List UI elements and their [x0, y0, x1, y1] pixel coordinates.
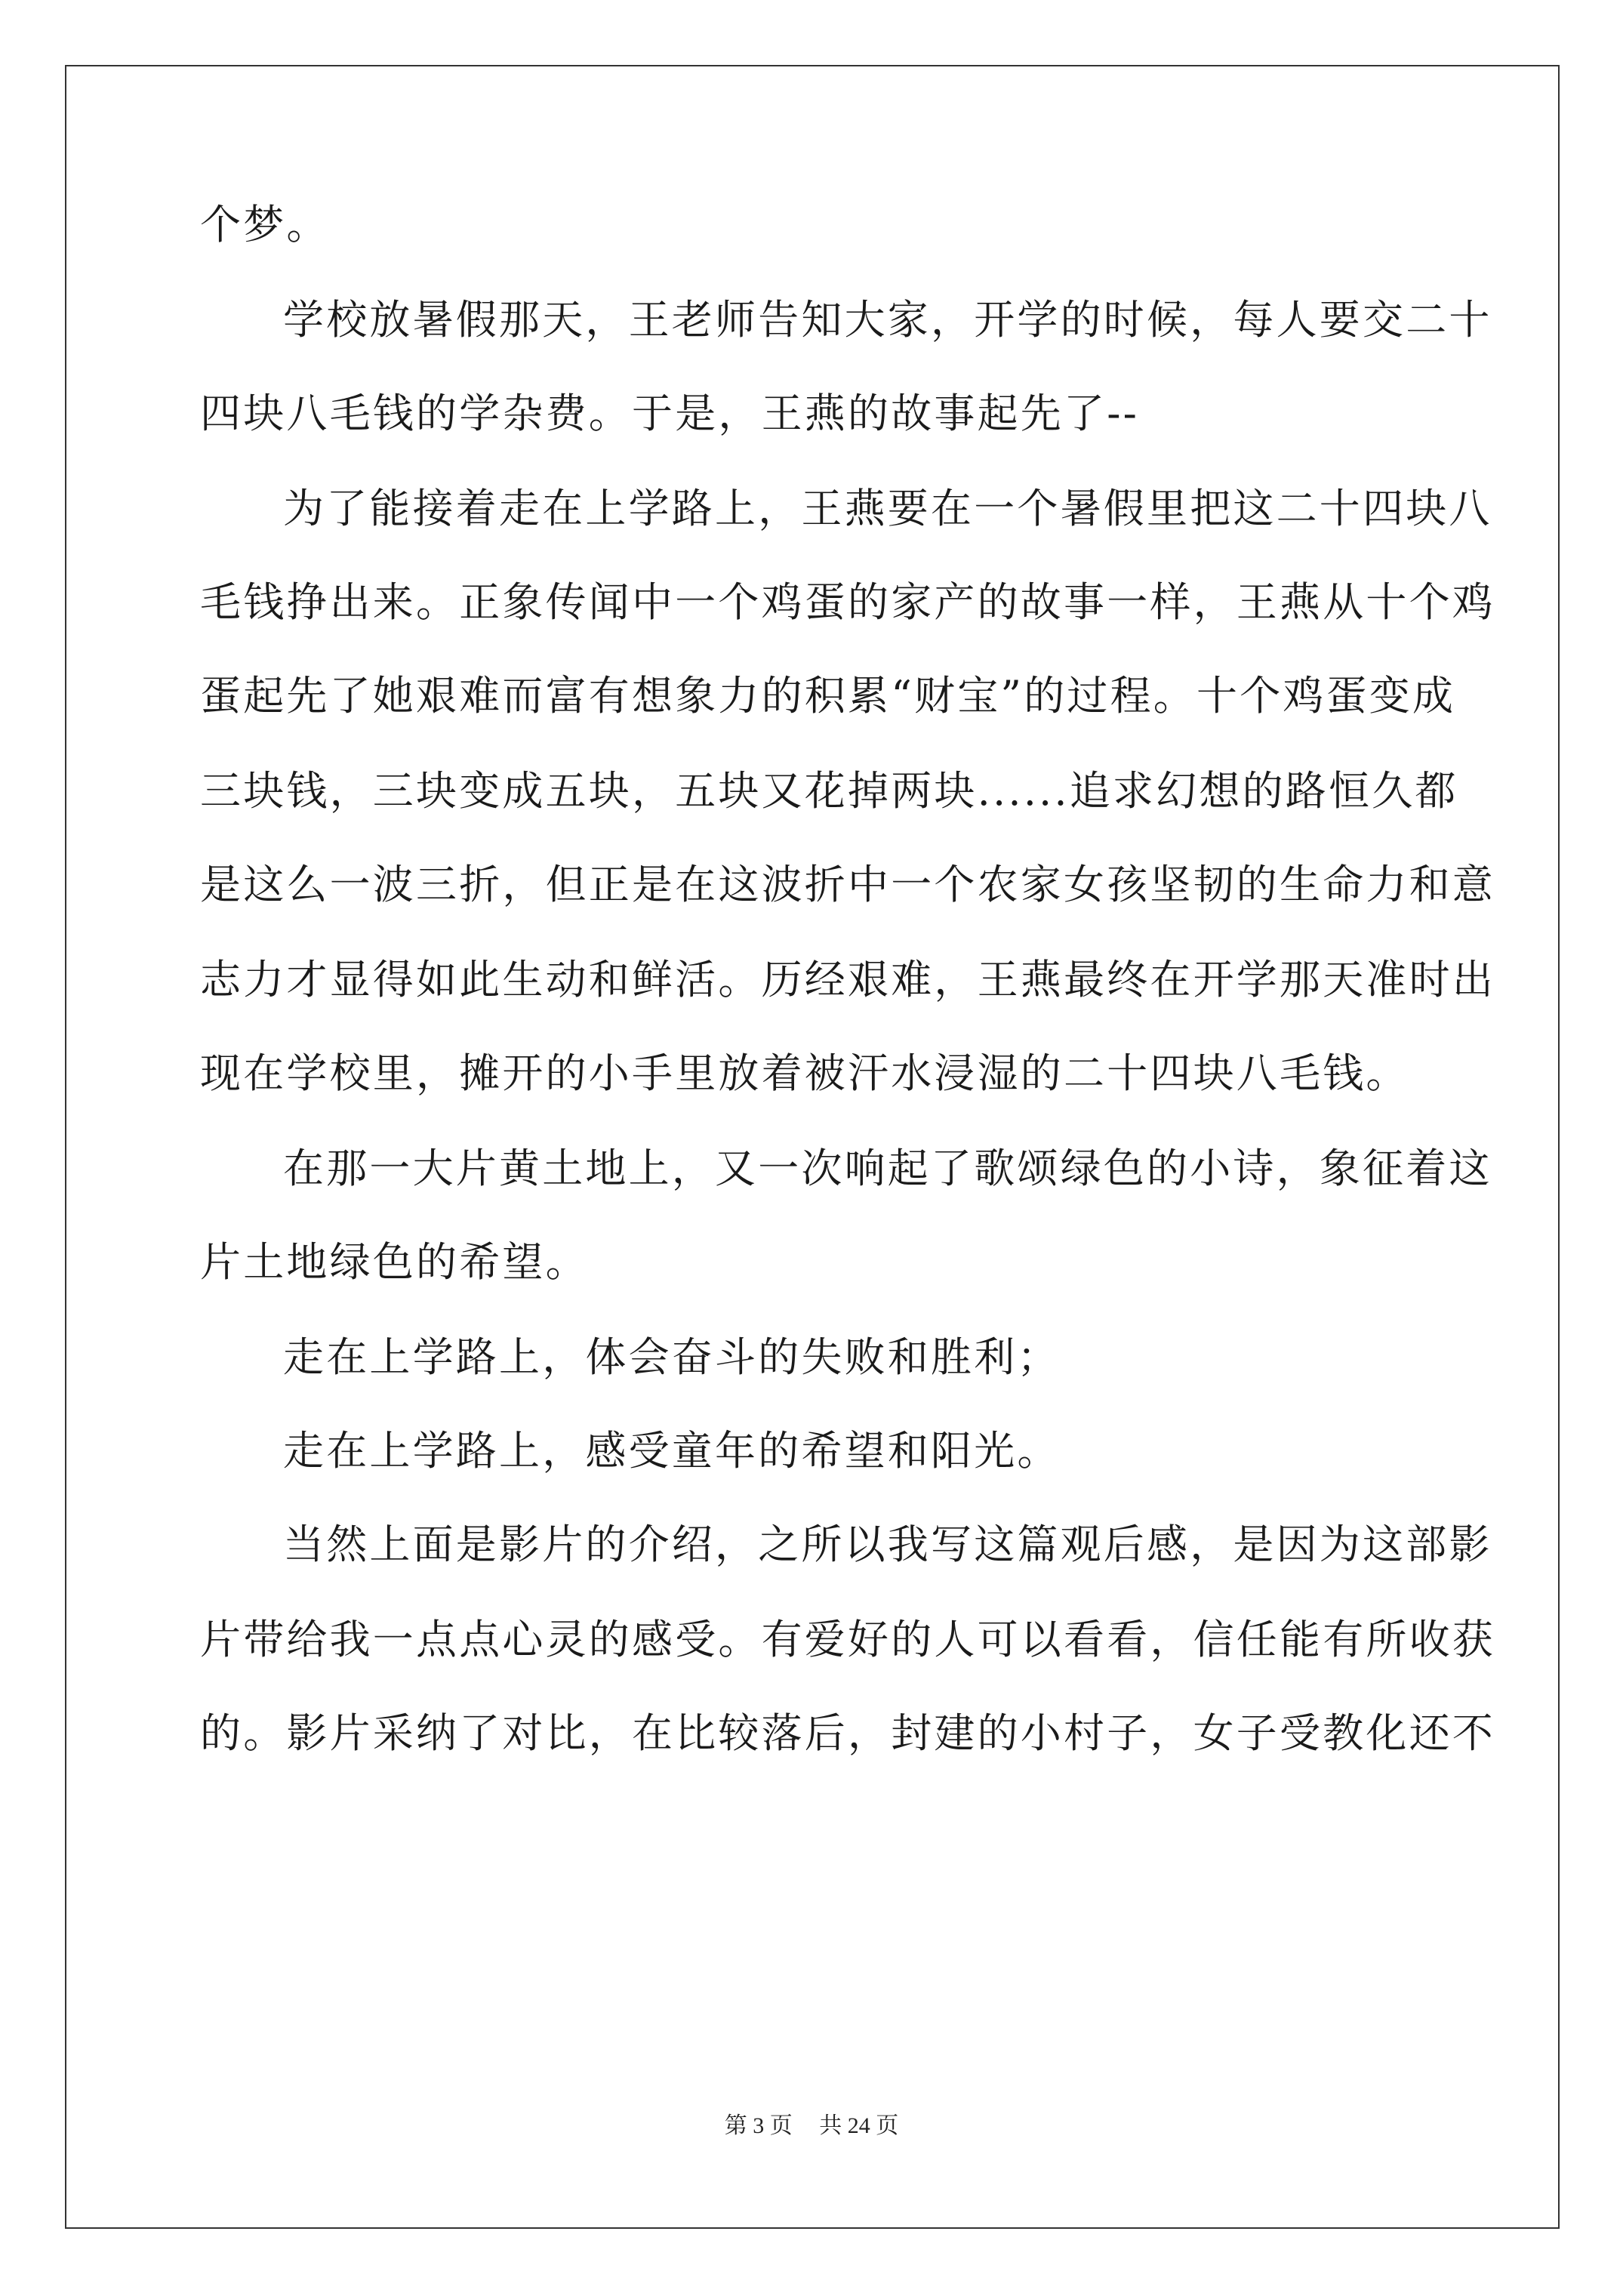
text-line: 在那一大片黄土地上，又一次响起了歌颂绿色的小诗，象征着这	[283, 1145, 1492, 1192]
text-line: 个梦。	[200, 201, 330, 248]
text-line: 学校放暑假那天，王老师告知大家，开学的时候，每人要交二十	[283, 296, 1492, 344]
text-line: 四块八毛钱的学杂费。于是，王燕的故事起先了--	[200, 390, 1140, 437]
page-number: 第 3 页	[724, 2113, 793, 2138]
text-line: 蛋起先了她艰难而富有想象力的积累“财宝”的过程。十个鸡蛋变成	[200, 672, 1456, 720]
page-footer	[0, 2106, 1623, 2140]
text-line: 毛钱挣出来。正象传闻中一个鸡蛋的家产的故事一样，王燕从十个鸡	[200, 578, 1495, 626]
text-line: 为了能接着走在上学路上，王燕要在一个暑假里把这二十四块八	[283, 485, 1492, 532]
text-line: 片土地绿色的希望。	[200, 1238, 589, 1286]
text-line: 现在学校里，摊开的小手里放着被汗水浸湿的二十四块八毛钱。	[200, 1049, 1409, 1097]
text-line: 走在上学路上，体会奋斗的失败和胜利；	[283, 1333, 1061, 1381]
text-line: 片带给我一点点心灵的感受。有爱好的人可以看看，信任能有所收获	[200, 1616, 1495, 1663]
text-line: 志力才显得如此生动和鲜活。历经艰难，王燕最终在开学那天准时出	[200, 956, 1495, 1003]
text-line: 走在上学路上，感受童年的希望和阳光。	[283, 1427, 1061, 1475]
text-line: 是这么一波三折，但正是在这波折中一个农家女孩坚韧的生命力和意	[200, 861, 1495, 908]
page-total: 共 24 页	[819, 2113, 899, 2138]
text-line: 三块钱，三块变成五块，五块又花掉两块......追求幻想的路恒久都	[200, 767, 1458, 815]
text-line: 的。影片采纳了对比，在比较落后，封建的小村子，女子受教化还不	[200, 1709, 1495, 1757]
text-line: 当然上面是影片的介绍，之所以我写这篇观后感，是因为这部影	[283, 1521, 1492, 1568]
